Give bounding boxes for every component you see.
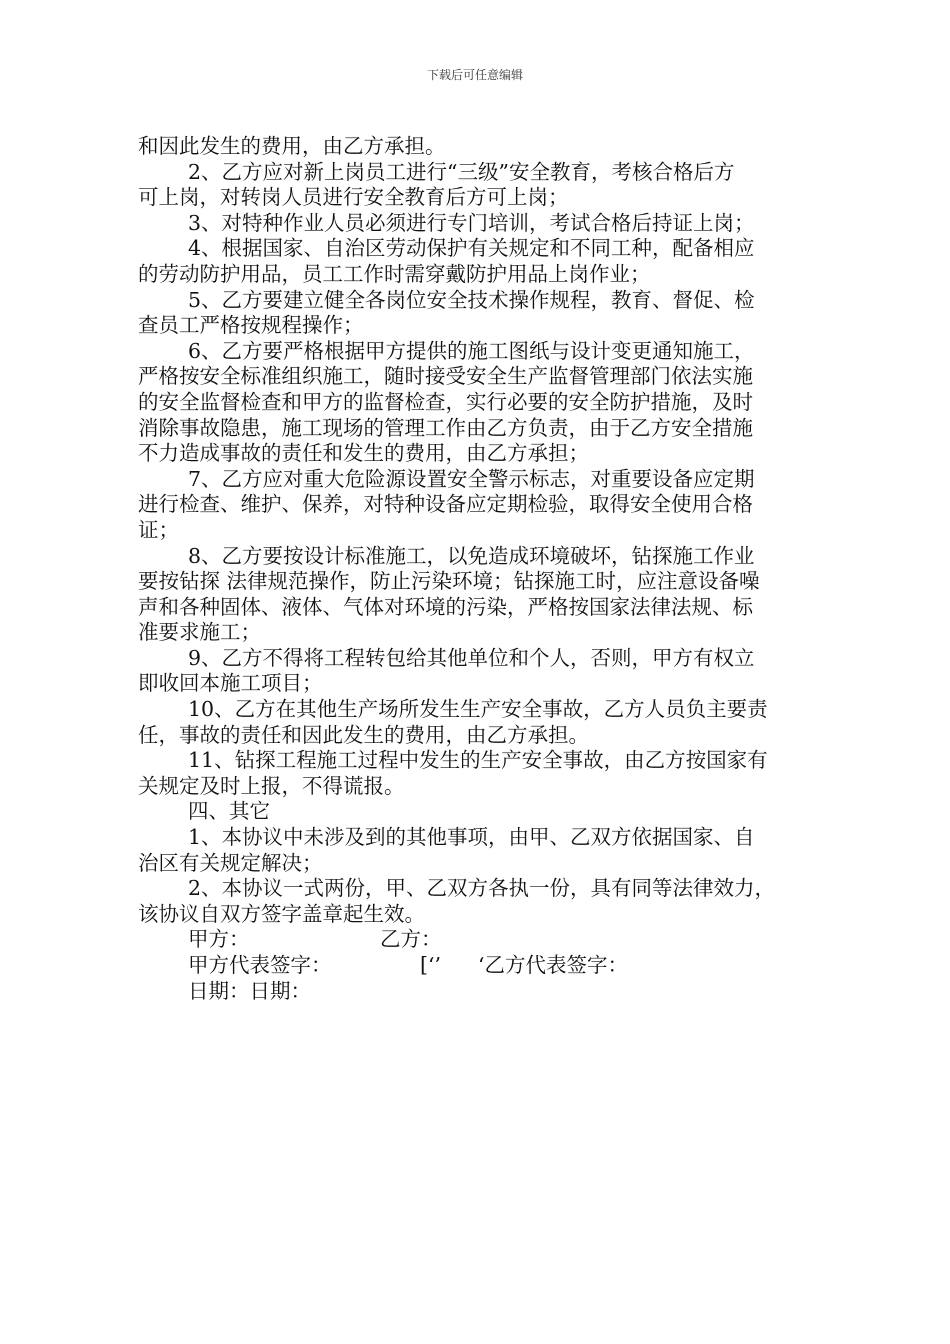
text-line: 5、乙方要建立健全各岗位安全技术操作规程，教育、督促、检 bbox=[188, 287, 755, 312]
text-line: 严格按安全标准组织施工，随时接受安全生产监督管理部门依法实施 bbox=[138, 364, 753, 389]
party-a-rep-label: 甲方代表签字： bbox=[188, 953, 332, 977]
text-line: 10、乙方在其他生产场所发生生产安全事故，乙方人员负主要责 bbox=[188, 697, 768, 722]
date-label: 日期：日期： bbox=[188, 978, 311, 1003]
signature-row-dates bbox=[138, 979, 818, 1005]
text-lines bbox=[138, 134, 818, 927]
text-line: 消除事故隐患，施工现场的管理工作由乙方负责，由于乙方安全措施 bbox=[138, 415, 753, 440]
text-line: 即收回本施工项目； bbox=[138, 671, 323, 696]
signature-row-representatives bbox=[138, 953, 818, 979]
signature-marks: [‘’ bbox=[420, 953, 442, 977]
text-line: 准要求施工； bbox=[138, 620, 261, 645]
text-line: 任，事故的责任和因此发生的费用，由乙方承担。 bbox=[138, 722, 589, 747]
text-line: 9、乙方不得将工程转包给其他单位和个人，否则，甲方有权立 bbox=[188, 645, 755, 670]
text-line: 进行检查、维护、保养，对特种设备应定期检验，取得安全使用合格 bbox=[138, 492, 753, 517]
text-line: 8、乙方要按设计标准施工，以免造成环境破坏，钻探施工作业 bbox=[188, 543, 755, 568]
signature-row-parties bbox=[138, 927, 818, 953]
text-line: 和因此发生的费用，由乙方承担。 bbox=[138, 134, 446, 158]
text-line: 该协议自双方签字盖章起生效。 bbox=[138, 901, 425, 926]
text-line: 2、本协议一式两份，甲、乙双方各执一份，具有同等法律效力， bbox=[188, 876, 776, 901]
party-a-label: 甲方： bbox=[188, 927, 250, 952]
text-line: 4、根据国家、自治区劳动保护有关规定和不同工种，配备相应 bbox=[188, 236, 755, 261]
text-line: 1、本协议中未涉及到的其他事项，由甲、乙双方依据国家、自 bbox=[188, 825, 755, 850]
text-line: 要按钻探 法律规范操作，防止污染环境；钻探施工时，应注意设备噪 bbox=[138, 569, 760, 594]
text-line: 可上岗，对转岗人员进行安全教育后方可上岗； bbox=[138, 185, 569, 210]
text-line: 2、乙方应对新上岗员工进行“三级”安全教育，考核合格后方 bbox=[188, 159, 735, 184]
text-line: 不力造成事故的责任和发生的费用，由乙方承担； bbox=[138, 441, 589, 466]
text-line: 的劳动防护用品，员工工作时需穿戴防护用品上岗作业； bbox=[138, 261, 651, 286]
party-b-label: 乙方： bbox=[380, 927, 442, 952]
text-line: 证； bbox=[138, 517, 179, 542]
text-line: 7、乙方应对重大危险源设置安全警示标志，对重要设备应定期 bbox=[188, 466, 755, 491]
document-body bbox=[138, 134, 818, 1004]
text-line: 治区有关规定解决； bbox=[138, 850, 323, 875]
text-line: 的安全监督检查和甲方的监督检查，实行必要的安全防护措施，及时 bbox=[138, 389, 753, 414]
text-line: 3、对特种作业人员必须进行专门培训，考试合格后持证上岗； bbox=[188, 210, 755, 235]
party-b-rep-label: ‘乙方代表签字： bbox=[478, 953, 629, 977]
text-line: 6、乙方要严格根据甲方提供的施工图纸与设计变更通知施工， bbox=[188, 338, 755, 363]
page-header: 下载后可任意编辑 bbox=[426, 68, 523, 82]
text-line: 声和各种固体、液体、气体对环境的污染，严格按国家法律法规、标 bbox=[138, 594, 753, 619]
text-line: 11、钻探工程施工过程中发生的生产安全事故，由乙方按国家有 bbox=[188, 748, 768, 773]
text-line: 查员工严格按规程操作； bbox=[138, 313, 364, 338]
text-line: 关规定及时上报，不得谎报。 bbox=[138, 773, 405, 798]
text-line: 四、其它 bbox=[188, 799, 270, 824]
